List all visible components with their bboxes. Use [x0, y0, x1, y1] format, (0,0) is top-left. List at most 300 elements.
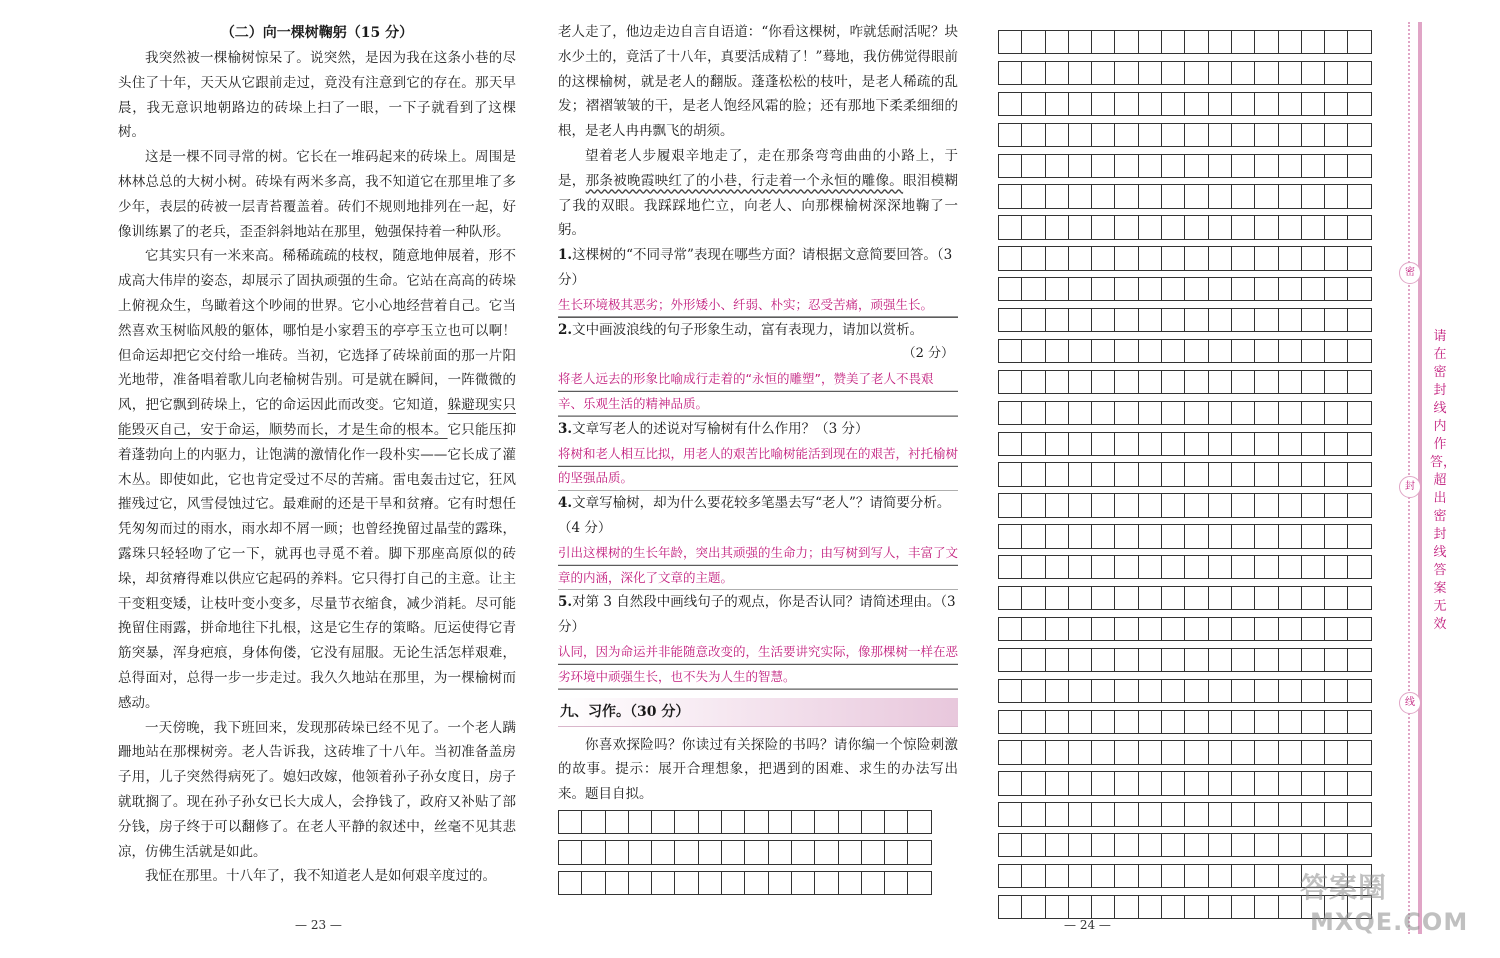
grid-cell[interactable]	[1301, 617, 1325, 641]
grid-cell[interactable]	[838, 810, 862, 834]
grid-cell[interactable]	[1324, 555, 1348, 579]
grid-cell[interactable]	[1231, 679, 1255, 703]
grid-cell[interactable]	[1324, 833, 1348, 857]
grid-cell[interactable]	[1301, 462, 1325, 486]
grid-cell[interactable]	[1045, 586, 1069, 610]
grid-cell[interactable]	[1021, 184, 1045, 208]
grid-cell[interactable]	[1021, 246, 1045, 270]
grid-cell[interactable]	[1301, 771, 1325, 795]
grid-cell[interactable]	[1278, 802, 1302, 826]
grid-cell[interactable]	[1254, 123, 1278, 147]
grid-cell[interactable]	[1091, 586, 1115, 610]
grid-cell[interactable]	[1068, 555, 1092, 579]
grid-cell[interactable]	[1324, 215, 1348, 239]
grid-cell[interactable]	[1208, 555, 1232, 579]
grid-cell[interactable]	[1347, 710, 1371, 734]
grid-cell[interactable]	[1347, 215, 1371, 239]
grid-cell[interactable]	[1021, 586, 1045, 610]
grid-cell[interactable]	[1045, 679, 1069, 703]
grid-cell[interactable]	[1114, 710, 1138, 734]
grid-cell[interactable]	[1114, 740, 1138, 764]
grid-cell[interactable]	[1254, 895, 1278, 919]
grid-cell[interactable]	[1161, 710, 1185, 734]
grid-cell[interactable]	[998, 895, 1022, 919]
grid-cell[interactable]	[1324, 648, 1348, 672]
grid-cell[interactable]	[1231, 833, 1255, 857]
grid-cell[interactable]	[1208, 740, 1232, 764]
grid-cell[interactable]	[1208, 462, 1232, 486]
grid-cell[interactable]	[1091, 92, 1115, 116]
grid-cell[interactable]	[1301, 246, 1325, 270]
grid-cell[interactable]	[1347, 802, 1371, 826]
grid-cell[interactable]	[1231, 277, 1255, 301]
grid-cell[interactable]	[1301, 555, 1325, 579]
grid-cell[interactable]	[768, 871, 792, 895]
grid-cell[interactable]	[1301, 184, 1325, 208]
grid-cell[interactable]	[1208, 432, 1232, 456]
grid-cell[interactable]	[1347, 401, 1371, 425]
grid-cell[interactable]	[1091, 679, 1115, 703]
grid-cell[interactable]	[1278, 154, 1302, 178]
grid-cell[interactable]	[1254, 462, 1278, 486]
grid-cell[interactable]	[628, 871, 652, 895]
grid-cell[interactable]	[1301, 215, 1325, 239]
grid-cell[interactable]	[1324, 246, 1348, 270]
grid-cell[interactable]	[884, 840, 908, 864]
grid-cell[interactable]	[1114, 123, 1138, 147]
grid-cell[interactable]	[1114, 617, 1138, 641]
grid-cell[interactable]	[1114, 648, 1138, 672]
grid-cell[interactable]	[1045, 864, 1069, 888]
grid-cell[interactable]	[998, 215, 1022, 239]
grid-cell[interactable]	[605, 840, 629, 864]
grid-cell[interactable]	[791, 840, 815, 864]
grid-cell[interactable]	[1114, 432, 1138, 456]
grid-cell[interactable]	[1278, 524, 1302, 548]
grid-cell[interactable]	[1278, 30, 1302, 54]
grid-cell[interactable]	[1161, 802, 1185, 826]
grid-cell[interactable]	[1114, 462, 1138, 486]
grid-cell[interactable]	[1114, 246, 1138, 270]
grid-cell[interactable]	[1114, 802, 1138, 826]
grid-cell[interactable]	[1138, 771, 1162, 795]
grid-cell[interactable]	[1208, 154, 1232, 178]
grid-cell[interactable]	[1184, 339, 1208, 363]
grid-cell[interactable]	[1045, 277, 1069, 301]
grid-cell[interactable]	[1091, 215, 1115, 239]
grid-cell[interactable]	[1161, 833, 1185, 857]
grid-cell[interactable]	[1278, 92, 1302, 116]
grid-cell[interactable]	[1254, 710, 1278, 734]
grid-cell[interactable]	[1254, 432, 1278, 456]
grid-cell[interactable]	[1021, 277, 1045, 301]
grid-cell[interactable]	[1045, 154, 1069, 178]
grid-cell[interactable]	[1231, 648, 1255, 672]
grid-cell[interactable]	[1045, 771, 1069, 795]
grid-cell[interactable]	[1254, 184, 1278, 208]
grid-cell[interactable]	[1301, 493, 1325, 517]
grid-cell[interactable]	[1324, 740, 1348, 764]
grid-cell[interactable]	[884, 871, 908, 895]
grid-cell[interactable]	[1045, 246, 1069, 270]
grid-cell[interactable]	[1254, 92, 1278, 116]
grid-cell[interactable]	[1324, 92, 1348, 116]
grid-cell[interactable]	[1068, 401, 1092, 425]
grid-cell[interactable]	[1068, 92, 1092, 116]
grid-cell[interactable]	[1045, 308, 1069, 332]
grid-cell[interactable]	[1347, 184, 1371, 208]
grid-cell[interactable]	[1161, 277, 1185, 301]
grid-cell[interactable]	[1091, 462, 1115, 486]
grid-cell[interactable]	[1045, 30, 1069, 54]
grid-cell[interactable]	[1184, 833, 1208, 857]
grid-cell[interactable]	[1208, 895, 1232, 919]
grid-cell[interactable]	[1347, 462, 1371, 486]
grid-cell[interactable]	[558, 871, 582, 895]
writing-grid-right[interactable]	[998, 30, 1371, 926]
grid-cell[interactable]	[1324, 339, 1348, 363]
grid-cell[interactable]	[1301, 30, 1325, 54]
grid-cell[interactable]	[1114, 555, 1138, 579]
grid-cell[interactable]	[998, 246, 1022, 270]
grid-cell[interactable]	[861, 871, 885, 895]
grid-cell[interactable]	[1138, 401, 1162, 425]
grid-cell[interactable]	[1278, 339, 1302, 363]
grid-cell[interactable]	[1068, 154, 1092, 178]
grid-cell[interactable]	[1114, 154, 1138, 178]
grid-cell[interactable]	[1231, 771, 1255, 795]
grid-cell[interactable]	[998, 555, 1022, 579]
grid-cell[interactable]	[1161, 586, 1185, 610]
grid-cell[interactable]	[1254, 493, 1278, 517]
grid-cell[interactable]	[1114, 493, 1138, 517]
grid-cell[interactable]	[1114, 679, 1138, 703]
grid-cell[interactable]	[1301, 802, 1325, 826]
grid-cell[interactable]	[1208, 92, 1232, 116]
grid-cell[interactable]	[1184, 679, 1208, 703]
grid-cell[interactable]	[1231, 61, 1255, 85]
grid-cell[interactable]	[1184, 586, 1208, 610]
grid-cell[interactable]	[1347, 432, 1371, 456]
grid-cell[interactable]	[1278, 617, 1302, 641]
grid-cell[interactable]	[1138, 308, 1162, 332]
grid-cell[interactable]	[721, 871, 745, 895]
grid-cell[interactable]	[998, 617, 1022, 641]
grid-cell[interactable]	[1045, 648, 1069, 672]
grid-cell[interactable]	[1254, 802, 1278, 826]
grid-cell[interactable]	[1231, 308, 1255, 332]
grid-cell[interactable]	[1231, 493, 1255, 517]
grid-cell[interactable]	[1324, 679, 1348, 703]
grid-cell[interactable]	[1347, 493, 1371, 517]
grid-cell[interactable]	[1161, 740, 1185, 764]
grid-cell[interactable]	[558, 810, 582, 834]
grid-cell[interactable]	[1068, 771, 1092, 795]
grid-cell[interactable]	[998, 648, 1022, 672]
grid-cell[interactable]	[1021, 493, 1045, 517]
grid-cell[interactable]	[1161, 864, 1185, 888]
grid-cell[interactable]	[1045, 370, 1069, 394]
grid-cell[interactable]	[1184, 740, 1208, 764]
grid-cell[interactable]	[1208, 833, 1232, 857]
grid-cell[interactable]	[1324, 184, 1348, 208]
grid-cell[interactable]	[1208, 586, 1232, 610]
grid-cell[interactable]	[907, 810, 931, 834]
grid-cell[interactable]	[1161, 339, 1185, 363]
grid-cell[interactable]	[1045, 524, 1069, 548]
answer-line[interactable]: 认同，因为命运并非能随意改变的，生活要讲究实际，像那棵树一样在恶劣环境中顽强生长，也不失为人生的智慧。	[558, 640, 958, 690]
grid-cell[interactable]	[1045, 493, 1069, 517]
grid-cell[interactable]	[1184, 246, 1208, 270]
grid-cell[interactable]	[1091, 30, 1115, 54]
grid-cell[interactable]	[1161, 154, 1185, 178]
grid-cell[interactable]	[1161, 61, 1185, 85]
grid-cell[interactable]	[1021, 401, 1045, 425]
grid-cell[interactable]	[998, 740, 1022, 764]
grid-cell[interactable]	[1068, 679, 1092, 703]
grid-cell[interactable]	[998, 864, 1022, 888]
grid-cell[interactable]	[1184, 30, 1208, 54]
grid-cell[interactable]	[1278, 586, 1302, 610]
grid-cell[interactable]	[1184, 802, 1208, 826]
grid-cell[interactable]	[1091, 524, 1115, 548]
grid-cell[interactable]	[1278, 555, 1302, 579]
grid-cell[interactable]	[1347, 308, 1371, 332]
grid-cell[interactable]	[1231, 30, 1255, 54]
grid-cell[interactable]	[581, 810, 605, 834]
grid-cell[interactable]	[651, 871, 675, 895]
grid-cell[interactable]	[1021, 339, 1045, 363]
grid-cell[interactable]	[998, 123, 1022, 147]
grid-cell[interactable]	[1254, 586, 1278, 610]
grid-cell[interactable]	[1208, 493, 1232, 517]
grid-cell[interactable]	[1161, 308, 1185, 332]
grid-cell[interactable]	[1138, 61, 1162, 85]
grid-cell[interactable]	[1161, 215, 1185, 239]
grid-cell[interactable]	[1278, 215, 1302, 239]
answer-line[interactable]: 将树和老人相互比拟，用老人的艰苦比喻树能活到现在的艰苦，衬托榆树的坚强品质。	[558, 442, 958, 492]
grid-cell[interactable]	[998, 61, 1022, 85]
grid-cell[interactable]	[1161, 30, 1185, 54]
grid-cell[interactable]	[1231, 184, 1255, 208]
grid-cell[interactable]	[1068, 308, 1092, 332]
grid-cell[interactable]	[1301, 401, 1325, 425]
grid-cell[interactable]	[1045, 215, 1069, 239]
grid-cell[interactable]	[998, 679, 1022, 703]
grid-cell[interactable]	[1231, 339, 1255, 363]
grid-cell[interactable]	[1278, 401, 1302, 425]
grid-cell[interactable]	[1278, 771, 1302, 795]
grid-cell[interactable]	[1138, 710, 1162, 734]
grid-cell[interactable]	[1138, 555, 1162, 579]
grid-cell[interactable]	[651, 840, 675, 864]
grid-cell[interactable]	[1231, 740, 1255, 764]
grid-cell[interactable]	[1254, 679, 1278, 703]
grid-cell[interactable]	[1208, 277, 1232, 301]
grid-cell[interactable]	[1091, 370, 1115, 394]
grid-cell[interactable]	[1254, 864, 1278, 888]
grid-cell[interactable]	[1114, 524, 1138, 548]
grid-cell[interactable]	[1301, 679, 1325, 703]
grid-cell[interactable]	[1347, 154, 1371, 178]
grid-cell[interactable]	[1254, 740, 1278, 764]
grid-cell[interactable]	[1324, 401, 1348, 425]
grid-cell[interactable]	[605, 810, 629, 834]
grid-cell[interactable]	[1184, 432, 1208, 456]
grid-cell[interactable]	[1184, 215, 1208, 239]
grid-cell[interactable]	[1021, 864, 1045, 888]
grid-cell[interactable]	[1021, 617, 1045, 641]
grid-cell[interactable]	[1208, 524, 1232, 548]
grid-cell[interactable]	[1301, 277, 1325, 301]
grid-cell[interactable]	[1114, 61, 1138, 85]
grid-cell[interactable]	[1021, 740, 1045, 764]
grid-cell[interactable]	[1068, 432, 1092, 456]
grid-cell[interactable]	[1138, 740, 1162, 764]
grid-cell[interactable]	[1301, 833, 1325, 857]
grid-cell[interactable]	[1045, 339, 1069, 363]
grid-cell[interactable]	[1021, 555, 1045, 579]
grid-cell[interactable]	[1161, 246, 1185, 270]
grid-cell[interactable]	[1347, 555, 1371, 579]
grid-cell[interactable]	[1045, 184, 1069, 208]
grid-cell[interactable]	[1184, 92, 1208, 116]
answer-line[interactable]: 将老人远去的形象比喻成行走着的“永恒的雕塑”，赞美了老人不畏艰辛、乐观生活的精神品质。	[558, 367, 958, 417]
grid-cell[interactable]	[1231, 246, 1255, 270]
grid-cell[interactable]	[1114, 92, 1138, 116]
grid-cell[interactable]	[1254, 524, 1278, 548]
grid-cell[interactable]	[1184, 123, 1208, 147]
grid-cell[interactable]	[1045, 555, 1069, 579]
grid-cell[interactable]	[1021, 802, 1045, 826]
grid-cell[interactable]	[1068, 184, 1092, 208]
grid-cell[interactable]	[1068, 802, 1092, 826]
grid-cell[interactable]	[1114, 370, 1138, 394]
grid-cell[interactable]	[1114, 184, 1138, 208]
grid-cell[interactable]	[1021, 123, 1045, 147]
grid-cell[interactable]	[1347, 246, 1371, 270]
grid-cell[interactable]	[907, 840, 931, 864]
grid-cell[interactable]	[1091, 710, 1115, 734]
grid-cell[interactable]	[1091, 833, 1115, 857]
grid-cell[interactable]	[1254, 833, 1278, 857]
grid-cell[interactable]	[1254, 401, 1278, 425]
grid-cell[interactable]	[1208, 215, 1232, 239]
grid-cell[interactable]	[1324, 586, 1348, 610]
grid-cell[interactable]	[1045, 802, 1069, 826]
grid-cell[interactable]	[1068, 586, 1092, 610]
grid-cell[interactable]	[698, 810, 722, 834]
grid-cell[interactable]	[1184, 493, 1208, 517]
grid-cell[interactable]	[1138, 895, 1162, 919]
grid-cell[interactable]	[1021, 61, 1045, 85]
grid-cell[interactable]	[1091, 154, 1115, 178]
grid-cell[interactable]	[1021, 833, 1045, 857]
grid-cell[interactable]	[1208, 339, 1232, 363]
grid-cell[interactable]	[1138, 154, 1162, 178]
grid-cell[interactable]	[1138, 524, 1162, 548]
grid-cell[interactable]	[1091, 123, 1115, 147]
grid-cell[interactable]	[1138, 277, 1162, 301]
grid-cell[interactable]	[1114, 339, 1138, 363]
grid-cell[interactable]	[1045, 710, 1069, 734]
grid-cell[interactable]	[1347, 740, 1371, 764]
grid-cell[interactable]	[1068, 30, 1092, 54]
grid-cell[interactable]	[698, 840, 722, 864]
grid-cell[interactable]	[1231, 370, 1255, 394]
grid-cell[interactable]	[1208, 864, 1232, 888]
grid-cell[interactable]	[1068, 215, 1092, 239]
grid-cell[interactable]	[1347, 679, 1371, 703]
grid-cell[interactable]	[1324, 30, 1348, 54]
grid-cell[interactable]	[744, 871, 768, 895]
grid-cell[interactable]	[1231, 895, 1255, 919]
grid-cell[interactable]	[1347, 277, 1371, 301]
grid-cell[interactable]	[1278, 895, 1302, 919]
grid-cell[interactable]	[628, 840, 652, 864]
grid-cell[interactable]	[1114, 277, 1138, 301]
grid-cell[interactable]	[1184, 308, 1208, 332]
grid-cell[interactable]	[1184, 370, 1208, 394]
grid-cell[interactable]	[1301, 339, 1325, 363]
grid-cell[interactable]	[1091, 277, 1115, 301]
grid-cell[interactable]	[1301, 524, 1325, 548]
grid-cell[interactable]	[605, 871, 629, 895]
grid-cell[interactable]	[1184, 864, 1208, 888]
grid-cell[interactable]	[1324, 308, 1348, 332]
grid-cell[interactable]	[998, 432, 1022, 456]
grid-cell[interactable]	[998, 92, 1022, 116]
grid-cell[interactable]	[1324, 123, 1348, 147]
grid-cell[interactable]	[1231, 524, 1255, 548]
grid-cell[interactable]	[838, 871, 862, 895]
writing-grid-middle[interactable]	[558, 810, 931, 901]
grid-cell[interactable]	[1068, 370, 1092, 394]
grid-cell[interactable]	[1068, 246, 1092, 270]
grid-cell[interactable]	[768, 810, 792, 834]
grid-cell[interactable]	[1301, 308, 1325, 332]
grid-cell[interactable]	[1347, 833, 1371, 857]
grid-cell[interactable]	[1231, 432, 1255, 456]
grid-cell[interactable]	[1208, 648, 1232, 672]
grid-cell[interactable]	[1231, 154, 1255, 178]
grid-cell[interactable]	[1208, 617, 1232, 641]
grid-cell[interactable]	[998, 370, 1022, 394]
grid-cell[interactable]	[1278, 493, 1302, 517]
grid-cell[interactable]	[1091, 555, 1115, 579]
grid-cell[interactable]	[1138, 586, 1162, 610]
grid-cell[interactable]	[1184, 184, 1208, 208]
grid-cell[interactable]	[1278, 61, 1302, 85]
grid-cell[interactable]	[1347, 339, 1371, 363]
grid-cell[interactable]	[814, 871, 838, 895]
grid-cell[interactable]	[1324, 154, 1348, 178]
grid-cell[interactable]	[1347, 648, 1371, 672]
grid-cell[interactable]	[1161, 462, 1185, 486]
grid-cell[interactable]	[1184, 462, 1208, 486]
grid-cell[interactable]	[1068, 740, 1092, 764]
grid-cell[interactable]	[1254, 246, 1278, 270]
grid-cell[interactable]	[1091, 339, 1115, 363]
grid-cell[interactable]	[1161, 555, 1185, 579]
grid-cell[interactable]	[1184, 710, 1208, 734]
grid-cell[interactable]	[1091, 864, 1115, 888]
answer-line[interactable]: 引出这棵树的生长年龄，突出其顽强的生命力；由写树到写人，丰富了文章的内涵，深化了文章的主题。	[558, 541, 958, 591]
grid-cell[interactable]	[1138, 679, 1162, 703]
grid-cell[interactable]	[1324, 617, 1348, 641]
grid-cell[interactable]	[1138, 864, 1162, 888]
grid-cell[interactable]	[1324, 462, 1348, 486]
